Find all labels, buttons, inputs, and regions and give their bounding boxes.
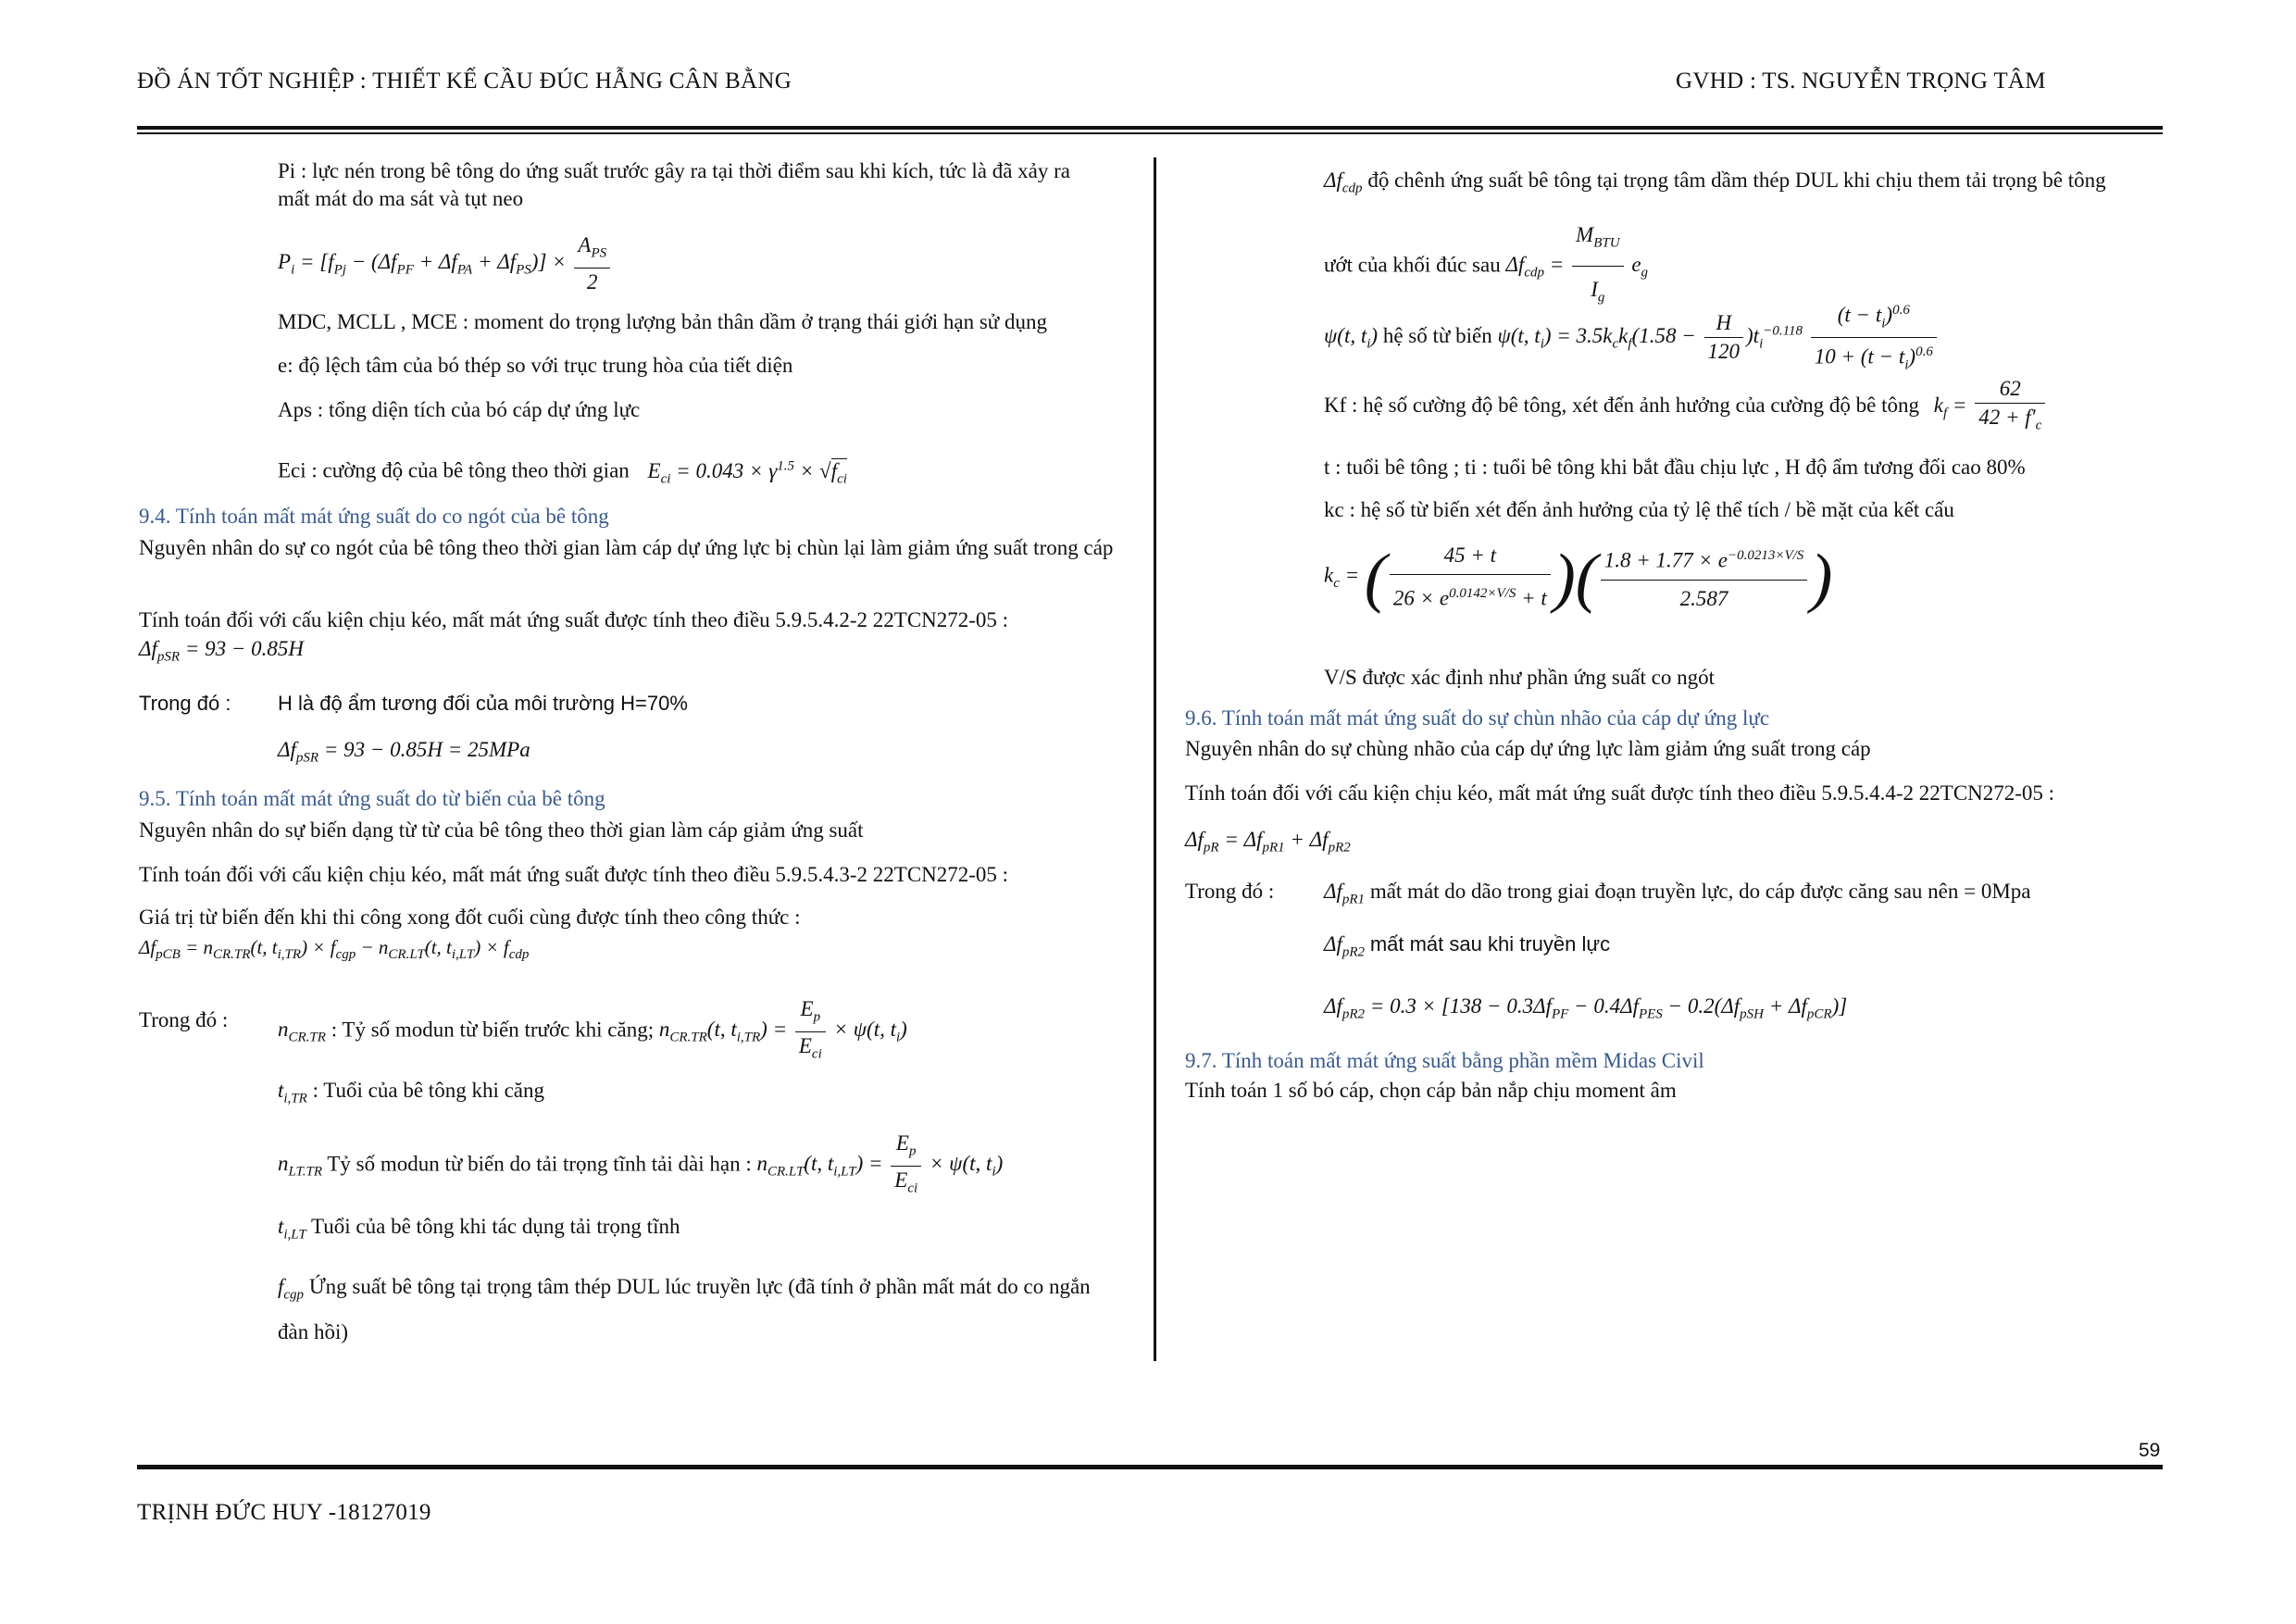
fpr2-definition-text: mất mát sau khi truyền lực	[1369, 932, 1611, 956]
shrinkage-formula: $\Delta f_{pSR} = 93 - 0.85H$	[139, 637, 304, 665]
section-9-5-title: 9.5. Tính toán mất mát ứng suất do từ biến của bê tông	[139, 787, 605, 810]
humidity-definition: H là độ ẩm tương đối của môi trường H=70%	[278, 692, 688, 715]
e-definition: e: độ lệch tâm của bó thép so với trục trung hòa của tiết diện	[278, 354, 793, 377]
section-9-6-where: Trong đó :	[1185, 880, 1275, 903]
section-9-7-text: Tính toán 1 số bó cáp, chọn cáp bản nắp chịu moment âm	[1185, 1079, 1677, 1102]
titr-definition: $t_{i,TR}$ : Tuổi của bê tông khi căng	[278, 1079, 545, 1106]
section-9-4-reason: Nguyên nhân do sự co ngót của bê tông theo thời gian làm cáp dự ứng lực bị chùn lại làm giảm ứng suất trong cáp	[139, 536, 1114, 559]
dfcdp-definition-text: độ chênh ứng suất bê tông tại trọng tâm dầm thép DUL khi chịu them tải trọng bê tông ướt của khối đúc sau	[1324, 169, 2106, 276]
section-9-5-where: Trong đó :	[139, 1008, 229, 1031]
ncrtr-definition-text: : Tỷ số modun từ biến trước khi căng;	[331, 1018, 655, 1042]
relaxation-formula: $\Delta f_{pR} = \Delta f_{pR1} + \Delta f_{pR2}$	[1185, 828, 1351, 856]
titr-definition-text: : Tuổi của bê tông khi căng	[312, 1079, 545, 1102]
header-rule	[137, 126, 2163, 130]
eci-definition-text: Eci : cường độ của bê tông theo thời gian	[278, 458, 630, 482]
fpr1-definition: $\Delta f_{pR1}$ mất mát do dão trong giai đoạn truyền lực, do cáp được căng sau nên = 0Mpa	[1324, 880, 2031, 907]
kc-formula: $k_c$ = ( $\frac{45 + t}{26 \times e^{0.0142\times V/S} + t}$ )( $\frac{1.8 + 1.77 \times e^{-0.0213\times V/S}}{2.587}$ )	[1324, 537, 1832, 618]
shrinkage-result: $\Delta f_{pSR} = 93 - 0.85H = 25MPa$	[278, 738, 530, 766]
fpr2-definition: $\Delta f_{pR2}$ mất mát sau khi truyền lực	[1324, 932, 1611, 960]
eci-definition: Eci : cường độ của bê tông theo thời gian $E_{ci} = 0.043 \times \gamma^{1.5} \times √f_{ci}$	[278, 458, 847, 487]
footer-author: TRỊNH ĐỨC HUY -18127019	[137, 1500, 431, 1525]
section-9-5-value: Giá trị từ biến đến khi thi công xong đốt cuối cùng được tính theo công thức :	[139, 906, 801, 929]
tilt-definition-text: Tuổi của bê tông khi tác dụng tải trọng tĩnh	[311, 1215, 680, 1238]
tilt-definition: $t_{i,LT}$ Tuổi của bê tông khi tác dụng tải trọng tĩnh	[278, 1215, 680, 1243]
header-title: ĐỒ ÁN TỐT NGHIỆP : THIẾT KẾ CẦU ĐÚC HẪNG CÂN BẰNG	[137, 69, 792, 94]
mdc-definition: MDC, MCLL , MCE : moment do trọng lượng bản thân dầm ở trạng thái giới hạn sử dụng	[278, 310, 1047, 333]
header-rule-thin	[137, 132, 2163, 134]
vs-definition: V/S được xác định như phần ứng suất co ngót	[1324, 666, 1715, 689]
fpr1-definition-text: mất mát do dão trong giai đoạn truyền lực, do cáp được căng sau nên = 0Mpa	[1369, 880, 2031, 903]
section-9-6-calc: Tính toán đối với cấu kiện chịu kéo, mất mát ứng suất được tính theo điều 5.9.5.4.4-2 22TCN272-05 :	[1185, 781, 2055, 805]
psi-definition-text: hệ số từ biến	[1382, 324, 1492, 348]
section-9-4-title: 9.4. Tính toán mất mát ứng suất do co ngót của bê tông	[139, 505, 609, 528]
fcgp-definition-text: Ứng suất bê tông tại trọng tâm thép DUL lúc truyền lực (đã tính ở phần mất mát do co ngắn đàn hồi)	[278, 1275, 1091, 1343]
section-9-6-reason: Nguyên nhân do sự chùng nhão của cáp dự ứng lực làm giảm ứng suất trong cáp	[1185, 737, 1871, 760]
creep-formula: $\Delta f_{pCB} = n_{CR.TR}(t$, $t_{i,TR}) \times f_{cgp} - n_{CR.LT}(t$, $t_{i,LT}) \times f_{cdp}$	[139, 936, 530, 963]
t-definition: t : tuổi bê tông ; ti : tuổi bê tông khi bắt đầu chịu lực , H độ ẩm tương đối cao 80%	[1324, 456, 2026, 479]
fpr2-formula: $\Delta f_{pR2} = 0.3 \times [138 - 0.3\Delta f_{PF} - 0.4\Delta f_{PES} - 0.2(\Delta f_{pSH} + \Delta f_{pCR})]$	[1324, 994, 1848, 1022]
section-9-4-calc: Tính toán đối với cấu kiện chịu kéo, mất mát ứng suất được tính theo điều 5.9.5.4.2-2 22TCN272-05 :	[139, 608, 1009, 631]
section-9-7-title: 9.7. Tính toán mất mát ứng suất bằng phần mềm Midas Civil	[1185, 1049, 1704, 1072]
section-9-5-reason: Nguyên nhân do sự biến dạng từ từ của bê tông theo thời gian làm cáp giảm ứng suất	[139, 818, 864, 842]
nlttr-definition-text: Tỷ số modun từ biến do tải trọng tĩnh tải dài hạn :	[327, 1152, 752, 1176]
header-supervisor: GVHD : TS. NGUYỄN TRỌNG TÂM	[1676, 69, 2046, 94]
page-number: 59	[2139, 1440, 2161, 1461]
section-9-6-title: 9.6. Tính toán mất mát ứng suất do sự chùn nhão của cáp dự ứng lực	[1185, 706, 1770, 730]
ncrtr-definition: $n_{CR.TR}$ : Tỷ số modun từ biến trước khi căng; $n_{CR.TR}(t$, $t_{i,TR}$) = $\frac{E_p}{E_{ci}}$ × ψ(t, $t_i$)	[278, 997, 907, 1062]
kf-definition-text: Kf : hệ số cường độ bê tông, xét đến ảnh hưởng của cường độ bê tông	[1324, 394, 1920, 418]
kf-definition: Kf : hệ số cường độ bê tông, xét đến ảnh hưởng của cường độ bê tông $k_f$ = $\frac{62}{42 + f'_c}$	[1324, 375, 2048, 440]
footer-rule	[137, 1465, 2163, 1469]
dfcdp-definition: $\Delta f_{cdp}$ độ chênh ứng suất bê tông tại trọng tâm dầm thép DUL khi chịu them tải trọng bê tông ướt của khối đúc sau $\Delta f_{cdp}$ = $\frac{M_{BTU}}{I_g}$ $e_g$	[1324, 169, 2106, 306]
kc-definition: kc : hệ số từ biến xét đến ảnh hưởng của tỷ lệ thể tích / bề mặt của kết cấu	[1324, 498, 1954, 521]
pi-definition: Pi : lực nén trong bê tông do ứng suất trước gây ra tại thời điểm sau khi kích, tức là đã xảy ra mất mát do ma sát và tụt neo	[278, 159, 1070, 210]
nlttr-definition: $n_{LT.TR}$ Tỷ số modun từ biến do tải trọng tĩnh tải dài hạn : $n_{CR.LT}(t$, $t_{i,LT}$) = $\frac{E_p}{E_{ci}}$ × ψ(t, $t_i$)	[278, 1131, 1004, 1196]
column-divider	[1154, 157, 1156, 1361]
fcgp-definition: $f_{cgp}$ Ứng suất bê tông tại trọng tâm thép DUL lúc truyền lực (đã tính ở phần mất mát do co ngắn đàn hồi)	[278, 1275, 1091, 1343]
section-9-5-calc: Tính toán đối với cấu kiện chịu kéo, mất mát ứng suất được tính theo điều 5.9.5.4.3-2 22TCN272-05 :	[139, 863, 1009, 886]
pi-formula: $P_i = [f_{Pj} - (\Delta f_{PF} + \Delta f_{PA} + \Delta f_{PS})]$ × $\frac{A_{PS}}{2}$	[278, 231, 613, 296]
psi-definition: ψ(t, $t_i$) hệ số từ biến ψ(t, $t_i) = 3.5k_ck_f(1.58$ − $\frac{H}{120}$ )$t_i^{-0.118}$ $\frac{(t - t_i)^{0.6}}{10 + (t - t_i)^{0.6}}$	[1324, 296, 1940, 380]
section-9-4-where: Trong đó :	[139, 692, 231, 715]
aps-definition: Aps : tổng diện tích của bó cáp dự ứng lực	[278, 398, 641, 421]
